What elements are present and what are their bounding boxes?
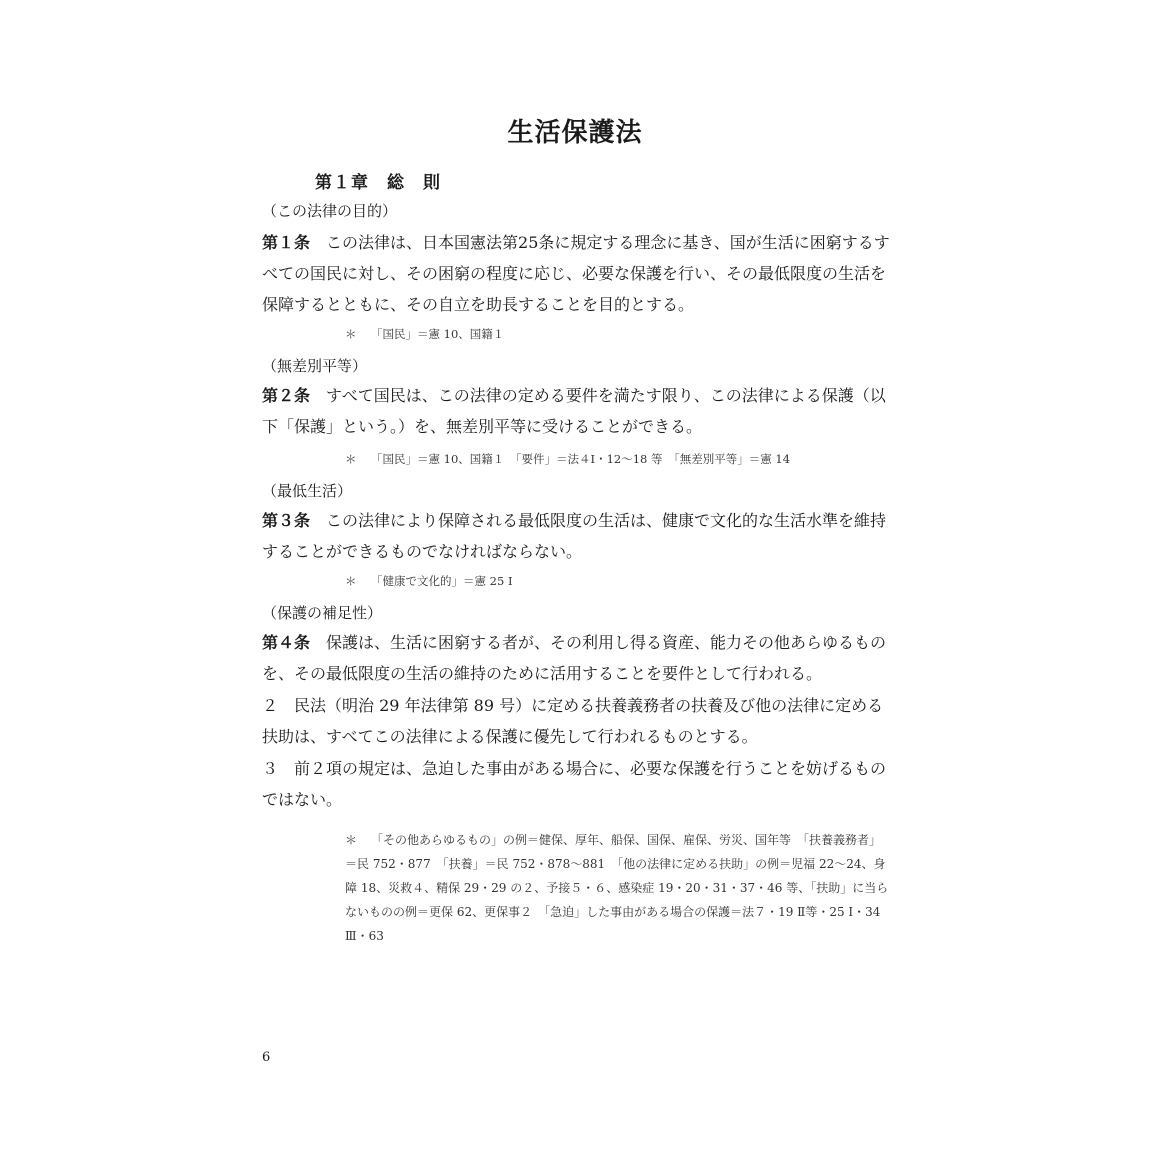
article-4-paragraph-3	[262, 753, 892, 815]
article-4	[262, 627, 892, 689]
article-4-note-text: 「その他あらゆるもの」の例＝健保、厚年、船保、国保、雇保、労災、国年等 「扶養義務者」＝民 752・877 「扶養」＝民 752・878〜881 「他の法律に定める扶助」の例＝児福 22〜24、身障 18、災救４、精保 29・29 の２、予接５・６、感染症 19・20・31・37・46 等、「扶助」に当らないものの例＝更保 62、更保事２ 「急迫」した事由がある場合の保護＝法７・19 Ⅱ等・25 Ⅰ・34 Ⅲ・63	[345, 833, 889, 943]
article-1-note-text: 「国民」＝憲 10、国籍１	[371, 327, 505, 341]
article-2-text: すべて国民は、この法律の定める要件を満たす限り、この法律による保護（以下「保護」という。）を、無差別平等に受けることができる。	[262, 386, 886, 436]
article-3-caption: （最低生活）	[262, 482, 353, 500]
article-1	[262, 227, 892, 320]
paragraph-2-text: 民法（明治 29 年法律第 89 号）に定める扶養義務者の扶養及び他の法律に定める扶助は、すべてこの法律による保護に優先して行われるものとする。	[262, 696, 884, 746]
article-3-label: 第３条	[262, 511, 311, 530]
article-1-note	[345, 325, 890, 344]
article-4-caption: （保護の補足性）	[262, 604, 383, 622]
article-4-paragraph-2	[262, 690, 892, 752]
note-bullet-icon: ＊	[345, 833, 358, 847]
article-4-note	[345, 828, 890, 948]
article-2-caption: （無差別平等）	[262, 357, 368, 375]
paragraph-2-number: ２	[262, 696, 279, 715]
article-2-note-text: 「国民」＝憲 10、国籍１ 「要件」＝法４Ⅰ・12〜18 等 「無差別平等」＝憲 14	[371, 452, 791, 466]
page-number: 6	[262, 1050, 271, 1065]
paragraph-3-text: 前２項の規定は、急迫した事由がある場合に、必要な保護を行うことを妨げるものではない。	[262, 759, 887, 809]
article-2-label: 第２条	[262, 386, 311, 405]
note-bullet-icon: ＊	[345, 327, 357, 341]
note-bullet-icon: ＊	[345, 574, 357, 588]
article-3	[262, 505, 892, 567]
article-3-note	[345, 572, 890, 591]
article-4-text: 保護は、生活に困窮する者が、その利用し得る資産、能力その他あらゆるものを、その最低限度の生活の維持のために活用することを要件として行われる。	[262, 633, 887, 683]
article-2	[262, 380, 892, 442]
note-bullet-icon: ＊	[345, 452, 357, 466]
article-2-note	[345, 450, 890, 469]
law-title: 生活保護法	[507, 118, 643, 148]
chapter-heading: 第１章 総 則	[315, 173, 441, 193]
article-3-note-text: 「健康で文化的」＝憲 25 Ⅰ	[371, 574, 513, 588]
article-4-label: 第４条	[262, 633, 311, 652]
article-3-text: この法律により保障される最低限度の生活は、健康で文化的な生活水準を維持することができるものでなければならない。	[262, 511, 887, 561]
paragraph-3-number: ３	[262, 759, 279, 778]
article-1-caption: （この法律の目的）	[262, 202, 398, 220]
article-1-text: この法律は、日本国憲法第25条に規定する理念に基き、国が生活に困窮するすべての国民に対し、その困窮の程度に応じ、必要な保護を行い、その最低限度の生活を保障するとともに、その自立を助長することを目的とする。	[262, 233, 890, 314]
article-1-label: 第１条	[262, 233, 311, 252]
